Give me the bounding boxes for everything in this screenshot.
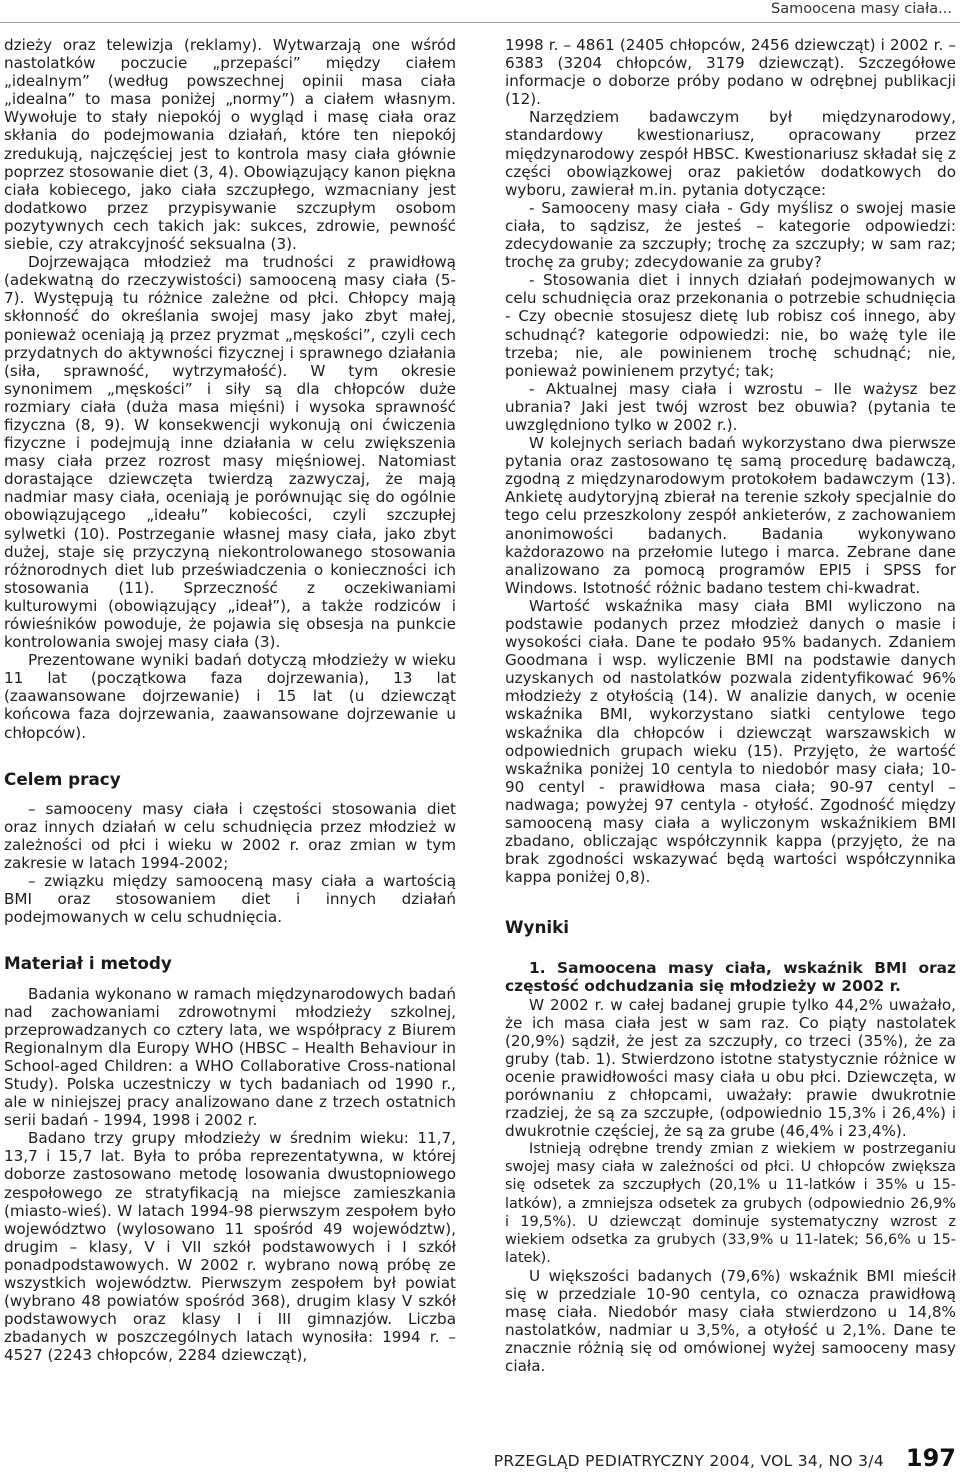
results-paragraph-bmi: U większości badanych (79,6%) wskaźnik BMI mieścił się w przedziale 10-90 centyla, co oznacza prawidłową masę ciała. Niedobór masy ciała stwierdzono u 14,8% nastolatków, nadmiar u 3,5%, a otyłość u 2,1%. Dane te znacznie różnią się od omówionej wyżej samooceny masy ciała.: [505, 1266, 956, 1376]
right-column: [505, 36, 956, 1375]
page-footer: [0, 1430, 960, 1478]
page-number: 197: [905, 1444, 956, 1472]
journal-citation: PRZEGLĄD PEDIATRYCZNY 2004, VOL 34, NO 3/4: [493, 1452, 884, 1470]
question-diets: - Stosowania diet i innych działań podejmowanych w celu schudnięcia oraz przekonania o potrzebie schudnięcia - Czy obecnie stosujesz dietę lub robisz coś innego, aby schudnąć? kategorie odpowiedzi: nie, bo ważę tyle ile trzeba; nie, ale powinienem trochę schudnąć; nie, ponieważ powinienem przytyć; tak;: [505, 271, 956, 380]
right-paragraph-procedure: W kolejnych seriach badań wykorzystano dwa pierwsze pytania oraz zastosowano tę samą procedurę badawczą, zgodną z międzynarodowym protokołem badawczym (13). Ankietę audytoryjną zbierał na terenie szkoły specjalnie do tego celu przeszkolony zespół ankieterów, z zachowaniem anonimowości badanych. Badania wykonywano każdorazowo na przełomie lutego i marca. Zebrane dane analizowano za pomocą programów EPI5 i SPSS for Windows. Istotność różnic badano testem chi-kwadrat.: [505, 434, 956, 597]
right-paragraph-bmi: Wartość wskaźnika masy ciała BMI wyliczono na podstawie podanych przez młodzież danych o masie i wysokości ciała. Dane te podało 95% badanych. Zdaniem Goodmana i wsp. wyliczenie BMI na podstawie danych uzyskanych od nastolatków pozwala zidentyfikować 96% młodzieży z otyłością (14). W analizie danych, w ocenie wskaźnika BMI, wykorzystano siatki centylowe tego wskaźnika dla chłopców i dziewcząt warszawskich w odpowiednich grupach wieku (15). Przyjęto, że wartość wskaźnika poniżej 10 centyla to niedobór masy ciała; 10-90 centyl - prawidłowa masa ciała; 90-97 centyl – nadwaga; powyżej 97 centyla - otyłość. Zgodność między samooceną masy ciała a wyliczonym wskaźnikiem BMI zbadano, obliczając współczynnik kappa (przyjęto, że na brak zgodności wskazywać będą wartości współczynnika kappa poniżej 0,8).: [505, 596, 956, 887]
right-paragraph-2: Narzędziem badawczym był międzynarodowy, standardowy kwestionariusz, opracowany przez międzynarodowy zespół HBSC. Kwestionariusz składał się z części obowiązkowej oraz pakietów dodatkowych do wyboru, zawierał m.in. pytania dotyczące:: [505, 108, 956, 199]
question-height-weight: - Aktualnej masy ciała i wzrostu – Ile ważysz bez ubrania? Jaki jest twój wzrost bez obuwia? (pytania te uwzględniono tylko w 2002 r.).: [505, 379, 956, 434]
results-heading: Wyniki: [505, 917, 570, 938]
methods-heading: Materiał i metody: [4, 953, 172, 974]
running-head: [0, 0, 960, 23]
aim-paragraph-2: – związku między samooceną masy ciała a wartością BMI oraz stosowaniem diet i innych działań podejmowanych w celu schudnięcia.: [4, 872, 456, 927]
running-head-title: Samoocena masy ciała...: [770, 1, 952, 17]
aim-heading: Celem pracy: [4, 768, 121, 789]
right-paragraph-1: 1998 r. – 4861 (2405 chłopców, 2456 dziewcząt) i 2002 r. – 6383 (3204 chłopców, 3179 dziewcząt). Szczegółowe informacje o doborze próby podano w odrębnej publikacji (12).: [505, 36, 956, 109]
methods-paragraph-2: Badano trzy grupy młodzieży w średnim wieku: 11,7, 13,7 i 15,7 lat. Była to próba reprezentatywna, w której doborze zastosowano metodę losowania dwustopniowego zespołowego ze stratyfikacją na miejsce zamieszkania (miasto-wieś). W latach 1994-98 pierwszym zespołem było województwo (wylosowano 11 spośród 49 województw), drugim – klasy, V i VII szkół podstawowych i I szkół ponadpodstawowych. W 2002 r. wybrano nową próbę ze wszystkich województw. Pierwszym zespołem był powiat (wybrano 48 powiatów spośród 368), drugim klasy V szkół podstawowych oraz klasy I i III gimnazjów. Liczba zbadanych w poszczególnych latach wynosiła: 1994 r. – 4527 (2243 chłopców, 2284 dziewcząt),: [4, 1129, 456, 1365]
intro-paragraph-1: dzieży oraz telewizja (reklamy). Wytwarzają one wśród nastolatków poczucie „przepaści” między ciałem „idealnym” (według powszechnej opinii masa ciała „idealna” to masa poniżej „normy”) a ciałem własnym. Wywołuje to stały niepokój o wygląd i masę ciała oraz skłania do podejmowania działań, które ten niepokój zredukują, najczęściej jest to kontrola masy ciała głównie poprzez stosowanie diet (3, 4). Obowiązujący kanon piękna ciała kobiecego, jako ciała szczupłego, wzmacniany jest dodatkowo przez przypisywanie szczupłym osobom pozytywnych cech takich jak: sukces, zdrowie, pewność siebie, czy atrakcyjność seksualna (3).: [4, 36, 456, 254]
results-subsection-heading: 1. Samoocena masy ciała, wskaźnik BMI oraz częstość odchudzania się młodzieży w 2002 r.: [505, 958, 956, 995]
results-paragraph-trends: Istnieją odrębne trendy zmian z wiekiem w postrzeganiu swojej masy ciała w zależności od płci. U chłopców zwiększa się odsetek za szczupłych (20,1% u 11-latków i 35% u 15-latków), a zmniejsza odsetek za grubych (odpowiednio 26,9% i 19,5%). U dziewcząt dominuje systematyczny wzrost z wiekiem odsetka za grubych (33,9% u 11-latek; 56,6% u 15-latek).: [505, 1141, 956, 1266]
intro-paragraph-2: Dojrzewająca młodzież ma trudności z prawidłową (adekwatną do rzeczywistości) samooceną masy ciała (5-7). Występują tu różnice zależne od płci. Chłopcy mają skłonność do określania swojej masy jako zbyt małej, ponieważ oceniają ją przez pryzmat „męskości”, czyli cech przydatnych do aktywności fizycznej i sprawnego działania (siła, sprawność, wytrzymałość). W tym okresie synonimem „męskości” i siły są dla chłopców duże rozmiary ciała (duża masa mięśni) i wysoka sprawność fizyczna (8, 9). W konsekwencji wykonują oni ćwiczenia fizyczne i podejmują inne działania w celu zwiększenia masy ciała przez rozrost masy mięśniowej. Natomiast dorastające dziewczęta twierdzą zazwyczaj, że mają nadmiar masy ciała, oceniają je porównując się do ogólnie obowiązującego „ideału” kobiecości, czyli szczupłej sylwetki (10). Postrzeganie własnej masy ciała, jako zbyt dużej, staje się przyczyną niekontrolowanego stosowania różnorodnych diet lub przeświadczenia o konieczności ich stosowania (11). Sprzeczność z oczekiwaniami kulturowymi (obowiązujący „ideał”), a także rodziców i rówieśników powoduje, że pojawia się obsesja na punkcie kontrolowania swojej masy ciała (3).: [4, 253, 456, 652]
left-column: [4, 36, 456, 1364]
methods-paragraph-1: Badania wykonano w ramach międzynarodowych badań nad zachowaniami zdrowotnymi młodzieży szkolnej, przeprowadzanych co cztery lata, we współpracy z Biurem Regionalnym dla Europy WHO (HBSC – Health Behaviour in School-aged Children: a WHO Collaborative Cross-national Study). Polska uczestniczy w tych badaniach od 1990 r., ale w niniejszej pracy analizowano dane z trzech ostatnich serii badań - 1994, 1998 i 2002 r.: [4, 984, 456, 1130]
results-paragraph-1: W 2002 r. w całej badanej grupie tylko 44,2% uważało, że ich masa ciała jest w sam raz. Co piąty nastolatek (20,9%) sądził, że jest za szczupły, co trzeci (35%), że za gruby (tab. 1). Stwierdzono istotne statystycznie różnice w ocenie prawidłowości masy ciała u obu płci. Dziewczęta, w porównaniu z chłopcami, uważały: prawie dwukrotnie rzadziej, że są za szczupłe, (odpowiednio 15,3% i 26,4%) i dwukrotnie częściej, że są za grube (46,4% i 23,4%).: [505, 995, 956, 1141]
question-body-mass: - Samooceny masy ciała - Gdy myślisz o swojej masie ciała, to sądzisz, że jesteś – kategorie odpowiedzi: zdecydowanie za szczupły; trochę za szczupły; w sam raz; trochę za gruby; zdecydowanie za gruby?: [505, 198, 956, 272]
intro-paragraph-3: Prezentowane wyniki badań dotyczą młodzieży w wieku 11 lat (początkowa faza dojrzewania), 13 lat (zaawansowane dojrzewanie) i 15 lat (u dziewcząt końcowa faza dojrzewania, zaawansowane dojrzewanie u chłopców).: [4, 651, 456, 742]
aim-paragraph-1: – samooceny masy ciała i częstości stosowania diet oraz innych działań w celu schudnięcia przez młodzież w zależności od płci i wieku w 2002 r. oraz zmian w tym zakresie w latach 1994-2002;: [4, 799, 456, 873]
